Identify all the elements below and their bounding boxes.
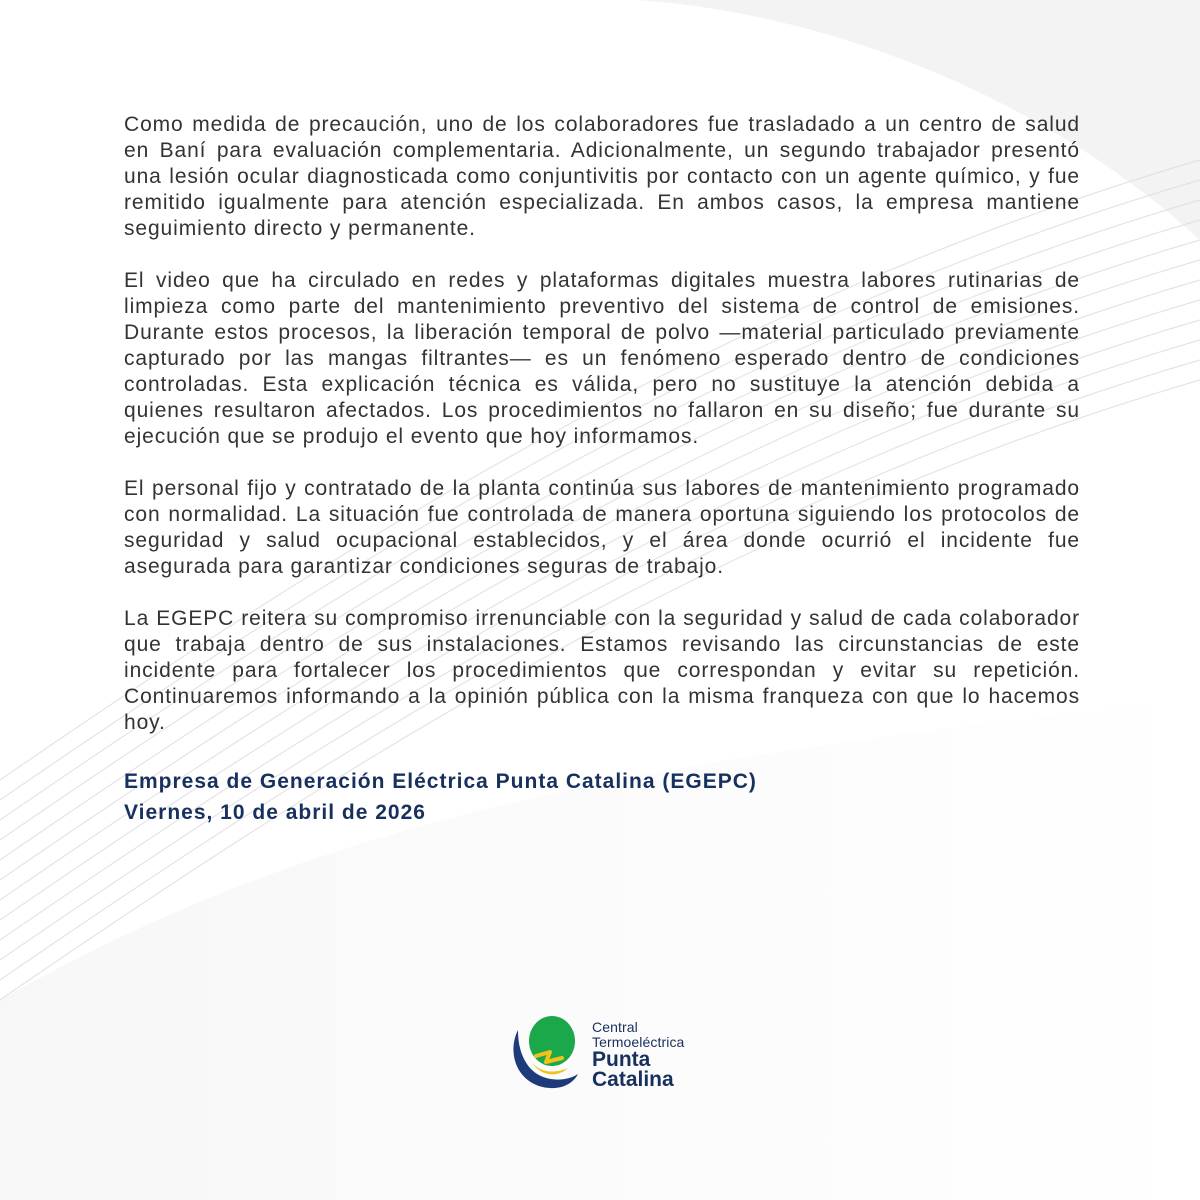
logo-line-central: Central: [592, 1019, 638, 1035]
paragraph-3: El personal fijo y contratado de la planta continúa sus labores de mantenimiento programado con normalidad. La situación fue controlada de manera oportuna siguiendo los protocolos de seguridad y salud ocupacional establecidos, y el área donde ocurrió el incidente fue asegurada para garantizar condiciones seguras de trabajo.: [124, 477, 1080, 578]
logo-line-termoelectrica: Termoeléctrica: [592, 1034, 685, 1050]
paragraph-4: La EGEPC reitera su compromiso irrenunciable con la seguridad y salud de cada colaborador que trabaja dentro de sus instalaciones. Estamos revisando las circunstancias de este incidente para fortalecer los procedimientos que correspondan y evitar su repetición. Continuaremos informando a la opinión pública con la misma franqueza con que lo hacemos hoy.: [124, 607, 1080, 734]
paragraph-1: Como medida de precaución, uno de los colaboradores fue trasladado a un centro de salud en Baní para evaluación complementaria. Adicionalmente, un segundo trabajador presentó una lesión ocular diagnosticada como conjuntivitis por contacto con un agente químico, y fue remitido igualmente para atención especializada. En ambos casos, la empresa mantiene seguimiento directo y permanente.: [124, 113, 1080, 240]
statement-body: [124, 112, 1080, 828]
company-logo: [506, 1008, 706, 1098]
punta-catalina-logo-icon: [506, 1008, 582, 1092]
logo-line-catalina: Catalina: [592, 1068, 674, 1091]
paragraph-2: El video que ha circulado en redes y plataformas digitales muestra labores rutinarias de limpieza como parte del mantenimiento preventivo del sistema de control de emisiones. Durante estos procesos, la liberación temporal de polvo —material particulado previamente capturado por las mangas filtrantes— es un fenómeno esperado dentro de condiciones controladas. Esta explicación técnica es válida, pero no sustituye la atención debida a quienes resultaron afectados. Los procedimientos no fallaron en su diseño; fue durante su ejecución que se produjo el evento que hoy informamos.: [124, 269, 1080, 448]
signature-date: Viernes, 10 de abril de 2026: [124, 801, 426, 824]
logo-wordmark: [592, 1020, 684, 1090]
signature-block: [124, 766, 1080, 828]
signature-organization: Empresa de Generación Eléctrica Punta Catalina (EGEPC): [124, 770, 757, 793]
logo-line-punta: Punta: [592, 1048, 651, 1071]
